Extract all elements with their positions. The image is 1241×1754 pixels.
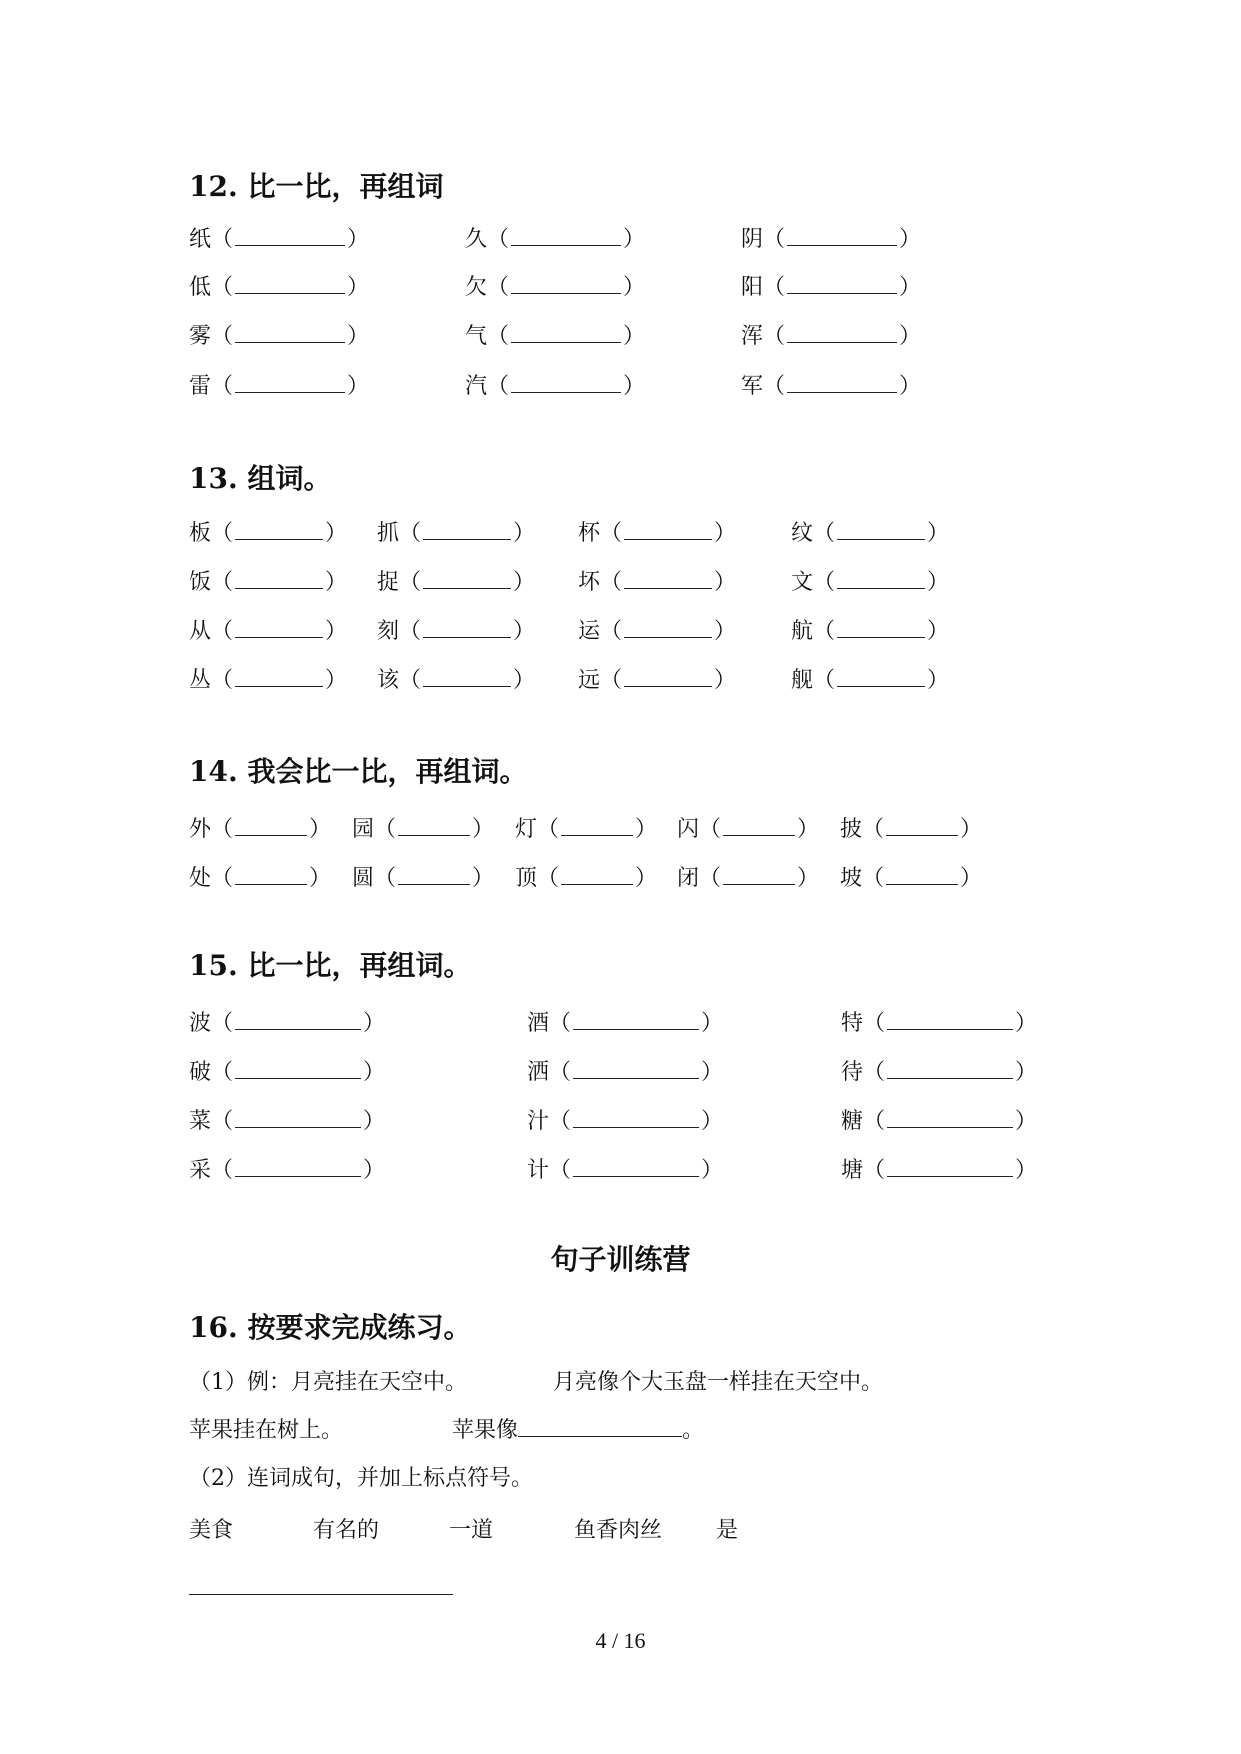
character: 远 [578, 668, 601, 693]
close-paren: ） [701, 1011, 724, 1036]
answer-blank[interactable] [837, 568, 925, 589]
open-paren: （ [211, 570, 234, 595]
character: 闭 [677, 866, 700, 891]
word-group-item [189, 1058, 385, 1088]
section-title: 句子训练营 [550, 1243, 691, 1276]
close-paren: ） [513, 619, 536, 644]
close-paren: ） [347, 324, 370, 349]
character: 雷 [189, 374, 212, 399]
open-paren: （ [549, 1060, 572, 1085]
word-group-item [841, 1107, 1037, 1137]
open-paren: （ [211, 619, 234, 644]
answer-blank[interactable] [235, 1009, 361, 1030]
word-group-item [377, 519, 535, 549]
character: 该 [377, 668, 400, 693]
open-paren: （ [537, 866, 560, 891]
close-paren: ） [899, 324, 922, 349]
open-paren: （ [813, 570, 836, 595]
open-paren: （ [211, 817, 234, 842]
close-paren: ） [714, 521, 737, 546]
answer-blank[interactable] [518, 1416, 682, 1437]
close-paren: ） [513, 668, 536, 693]
open-paren: （ [600, 619, 623, 644]
word-group-item [527, 1058, 723, 1088]
close-paren: ） [635, 817, 658, 842]
word-item: 美食 [189, 1518, 234, 1543]
answer-blank[interactable] [787, 372, 897, 393]
close-paren: ） [899, 374, 922, 399]
close-paren: ） [513, 521, 536, 546]
close-paren: ） [325, 668, 348, 693]
answer-blank[interactable] [235, 273, 345, 294]
answer-blank[interactable] [573, 1009, 699, 1030]
answer-blank[interactable] [235, 1107, 361, 1128]
close-paren: ） [960, 866, 983, 891]
close-paren: ） [623, 275, 646, 300]
word-group-item [527, 1156, 723, 1186]
close-paren: ） [797, 817, 820, 842]
character: 波 [189, 1011, 212, 1036]
close-paren: ） [1015, 1158, 1038, 1183]
character: 顶 [515, 866, 538, 891]
open-paren: （ [863, 1060, 886, 1085]
word-group-item [189, 864, 331, 894]
word-group-item [465, 273, 645, 303]
word-group-item [189, 568, 347, 598]
open-paren: （ [763, 275, 786, 300]
answer-blank[interactable] [423, 666, 511, 687]
answer-blank[interactable] [887, 1156, 1013, 1177]
close-paren: ） [927, 619, 950, 644]
close-paren: ） [899, 227, 922, 252]
open-paren: （ [813, 521, 836, 546]
open-paren: （ [862, 817, 885, 842]
word-group-item [189, 1009, 385, 1039]
word-group-item [578, 666, 736, 696]
q16-part1-prompt: 苹果挂在树上。 [189, 1418, 344, 1443]
word-group-item [791, 617, 949, 647]
word-group-item [841, 1058, 1037, 1088]
answer-blank[interactable] [235, 322, 345, 343]
word-group-item [189, 225, 369, 255]
word-group-item [189, 617, 347, 647]
word-group-item [377, 666, 535, 696]
answer-blank[interactable] [235, 815, 307, 836]
answer-blank[interactable] [886, 815, 958, 836]
word-group-item [840, 815, 982, 845]
word-group-item [189, 666, 347, 696]
close-paren: ） [347, 374, 370, 399]
question-15-title: 15. 比一比，再组词。 [189, 949, 472, 982]
character: 纹 [791, 521, 814, 546]
word-group-item [527, 1009, 723, 1039]
open-paren: （ [549, 1011, 572, 1036]
character: 洒 [527, 1060, 550, 1085]
answer-blank[interactable] [573, 1058, 699, 1079]
answer-blank[interactable] [886, 864, 958, 885]
close-paren: ） [960, 817, 983, 842]
close-paren: ） [701, 1109, 724, 1134]
q16-part1-end: 。 [682, 1418, 705, 1443]
close-paren: ） [1015, 1011, 1038, 1036]
word-group-item [840, 864, 982, 894]
open-paren: （ [399, 521, 422, 546]
page-number: 4 / 16 [595, 1628, 646, 1653]
character: 纸 [189, 227, 212, 252]
character: 低 [189, 275, 212, 300]
word-group-item [377, 617, 535, 647]
character: 久 [465, 227, 488, 252]
character: 航 [791, 619, 814, 644]
word-group-item [465, 225, 645, 255]
word-item: 是 [716, 1518, 739, 1543]
close-paren: ） [635, 866, 658, 891]
character: 饭 [189, 570, 212, 595]
character: 杯 [578, 521, 601, 546]
close-paren: ） [1015, 1109, 1038, 1134]
character: 糖 [841, 1109, 864, 1134]
character: 披 [840, 817, 863, 842]
word-group-item [189, 372, 369, 402]
close-paren: ） [325, 570, 348, 595]
answer-blank[interactable] [235, 372, 345, 393]
answer-blank[interactable] [573, 1107, 699, 1128]
close-paren: ） [797, 866, 820, 891]
open-paren: （ [813, 668, 836, 693]
word-group-item [527, 1107, 723, 1137]
q16-part1-label: （1）例：月亮挂在天空中。 [189, 1370, 467, 1395]
open-paren: （ [211, 275, 234, 300]
word-group-item [189, 815, 331, 845]
character: 待 [841, 1060, 864, 1085]
open-paren: （ [600, 521, 623, 546]
open-paren: （ [211, 668, 234, 693]
answer-blank[interactable] [235, 1156, 361, 1177]
answer-blank[interactable] [423, 568, 511, 589]
word-group-item [515, 815, 657, 845]
open-paren: （ [863, 1011, 886, 1036]
answer-blank[interactable] [723, 815, 795, 836]
answer-blank[interactable] [398, 815, 470, 836]
question-13-title: 13. 组词。 [189, 462, 332, 495]
answer-blank[interactable] [787, 225, 897, 246]
word-group-item [515, 864, 657, 894]
character: 雾 [189, 324, 212, 349]
character: 欠 [465, 275, 488, 300]
open-paren: （ [549, 1158, 572, 1183]
open-paren: （ [211, 324, 234, 349]
sentence-answer-line[interactable] [189, 1594, 453, 1595]
word-group-item [189, 322, 369, 352]
question-14-title: 14. 我会比一比，再组词。 [189, 755, 528, 788]
character: 外 [189, 817, 212, 842]
character: 舰 [791, 668, 814, 693]
character: 采 [189, 1158, 212, 1183]
character: 气 [465, 324, 488, 349]
word-group-item [791, 568, 949, 598]
answer-blank[interactable] [624, 666, 712, 687]
answer-blank[interactable] [235, 568, 323, 589]
open-paren: （ [399, 619, 422, 644]
answer-blank[interactable] [837, 617, 925, 638]
character: 丛 [189, 668, 212, 693]
character: 抓 [377, 521, 400, 546]
word-group-item [578, 568, 736, 598]
character: 菜 [189, 1109, 212, 1134]
answer-blank[interactable] [573, 1156, 699, 1177]
open-paren: （ [763, 227, 786, 252]
answer-blank[interactable] [887, 1009, 1013, 1030]
character: 阴 [741, 227, 764, 252]
answer-blank[interactable] [787, 322, 897, 343]
open-paren: （ [600, 668, 623, 693]
open-paren: （ [374, 817, 397, 842]
word-group-item [841, 1156, 1037, 1186]
answer-blank[interactable] [511, 225, 621, 246]
word-group-item [578, 519, 736, 549]
answer-blank[interactable] [624, 617, 712, 638]
word-group-item [189, 273, 369, 303]
open-paren: （ [763, 374, 786, 399]
word-group-item [741, 372, 921, 402]
open-paren: （ [699, 866, 722, 891]
word-group-item [791, 519, 949, 549]
character: 坏 [578, 570, 601, 595]
open-paren: （ [211, 1060, 234, 1085]
answer-blank[interactable] [723, 864, 795, 885]
word-group-item [677, 864, 819, 894]
close-paren: ） [347, 227, 370, 252]
word-group-item [465, 322, 645, 352]
answer-blank[interactable] [887, 1107, 1013, 1128]
open-paren: （ [487, 275, 510, 300]
word-group-item [741, 273, 921, 303]
close-paren: ） [701, 1060, 724, 1085]
answer-blank[interactable] [787, 273, 897, 294]
answer-blank[interactable] [561, 864, 633, 885]
word-item: 鱼香肉丝 [574, 1518, 663, 1543]
answer-blank[interactable] [624, 519, 712, 540]
answer-blank[interactable] [235, 519, 323, 540]
word-item: 有名的 [313, 1518, 380, 1543]
word-group-item [465, 372, 645, 402]
character: 计 [527, 1158, 550, 1183]
open-paren: （ [211, 521, 234, 546]
open-paren: （ [211, 227, 234, 252]
close-paren: ） [701, 1158, 724, 1183]
answer-blank[interactable] [837, 666, 925, 687]
close-paren: ） [513, 570, 536, 595]
word-group-item [189, 1156, 385, 1186]
close-paren: ） [363, 1109, 386, 1134]
character: 园 [352, 817, 375, 842]
open-paren: （ [600, 570, 623, 595]
close-paren: ） [325, 619, 348, 644]
close-paren: ） [309, 866, 332, 891]
open-paren: （ [374, 866, 397, 891]
character: 坡 [840, 866, 863, 891]
character: 闪 [677, 817, 700, 842]
open-paren: （ [487, 324, 510, 349]
character: 汁 [527, 1109, 550, 1134]
answer-blank[interactable] [423, 617, 511, 638]
q16-part1-exercise [189, 1416, 705, 1446]
character: 塘 [841, 1158, 864, 1183]
character: 文 [791, 570, 814, 595]
word-group-item [189, 519, 347, 549]
word-group-item [189, 1107, 385, 1137]
character: 处 [189, 866, 212, 891]
character: 捉 [377, 570, 400, 595]
open-paren: （ [399, 570, 422, 595]
word-group-item [677, 815, 819, 845]
character: 从 [189, 619, 212, 644]
answer-blank[interactable] [837, 519, 925, 540]
close-paren: ） [363, 1011, 386, 1036]
close-paren: ） [1015, 1060, 1038, 1085]
close-paren: ） [363, 1060, 386, 1085]
answer-blank[interactable] [235, 225, 345, 246]
answer-blank[interactable] [561, 815, 633, 836]
open-paren: （ [537, 817, 560, 842]
character: 破 [189, 1060, 212, 1085]
word-group-item [578, 617, 736, 647]
q16-part2-label: （2）连词成句，并加上标点符号。 [189, 1466, 533, 1491]
close-paren: ） [623, 374, 646, 399]
answer-blank[interactable] [887, 1058, 1013, 1079]
character: 浑 [741, 324, 764, 349]
close-paren: ） [927, 668, 950, 693]
open-paren: （ [487, 227, 510, 252]
character: 汽 [465, 374, 488, 399]
close-paren: ） [363, 1158, 386, 1183]
answer-blank[interactable] [511, 372, 621, 393]
character: 阳 [741, 275, 764, 300]
word-item: 一道 [449, 1518, 494, 1543]
answer-blank[interactable] [624, 568, 712, 589]
character: 圆 [352, 866, 375, 891]
q16-part1-answer-prefix: 苹果像 [452, 1418, 519, 1443]
close-paren: ） [899, 275, 922, 300]
close-paren: ） [472, 817, 495, 842]
word-group-item [741, 322, 921, 352]
answer-blank[interactable] [235, 864, 307, 885]
answer-blank[interactable] [511, 322, 621, 343]
question-12-title: 12. 比一比，再组词 [189, 170, 444, 203]
word-group-item [352, 815, 494, 845]
open-paren: （ [549, 1109, 572, 1134]
open-paren: （ [211, 374, 234, 399]
close-paren: ） [309, 817, 332, 842]
open-paren: （ [863, 1158, 886, 1183]
word-group-item [741, 225, 921, 255]
close-paren: ） [623, 227, 646, 252]
open-paren: （ [211, 866, 234, 891]
open-paren: （ [211, 1109, 234, 1134]
question-16-title: 16. 按要求完成练习。 [189, 1311, 472, 1344]
word-group-item [791, 666, 949, 696]
answer-blank[interactable] [235, 1058, 361, 1079]
close-paren: ） [623, 324, 646, 349]
character: 特 [841, 1011, 864, 1036]
character: 刻 [377, 619, 400, 644]
answer-blank[interactable] [423, 519, 511, 540]
character: 运 [578, 619, 601, 644]
close-paren: ） [927, 521, 950, 546]
open-paren: （ [699, 817, 722, 842]
word-group-item [377, 568, 535, 598]
q16-part1-line [189, 1368, 884, 1398]
character: 酒 [527, 1011, 550, 1036]
character: 军 [741, 374, 764, 399]
open-paren: （ [863, 1109, 886, 1134]
open-paren: （ [399, 668, 422, 693]
close-paren: ） [714, 619, 737, 644]
open-paren: （ [211, 1158, 234, 1183]
character: 灯 [515, 817, 538, 842]
answer-blank[interactable] [235, 617, 323, 638]
answer-blank[interactable] [398, 864, 470, 885]
answer-blank[interactable] [511, 273, 621, 294]
close-paren: ） [472, 866, 495, 891]
close-paren: ） [714, 570, 737, 595]
open-paren: （ [813, 619, 836, 644]
q16-part1-answer [452, 1416, 704, 1446]
close-paren: ） [927, 570, 950, 595]
open-paren: （ [763, 324, 786, 349]
open-paren: （ [211, 1011, 234, 1036]
close-paren: ） [347, 275, 370, 300]
character: 板 [189, 521, 212, 546]
close-paren: ） [325, 521, 348, 546]
word-group-item [352, 864, 494, 894]
answer-blank[interactable] [235, 666, 323, 687]
word-group-item [841, 1009, 1037, 1039]
q16-part1-example: 月亮像个大玉盘一样挂在天空中。 [553, 1370, 884, 1395]
open-paren: （ [862, 866, 885, 891]
close-paren: ） [714, 668, 737, 693]
open-paren: （ [487, 374, 510, 399]
